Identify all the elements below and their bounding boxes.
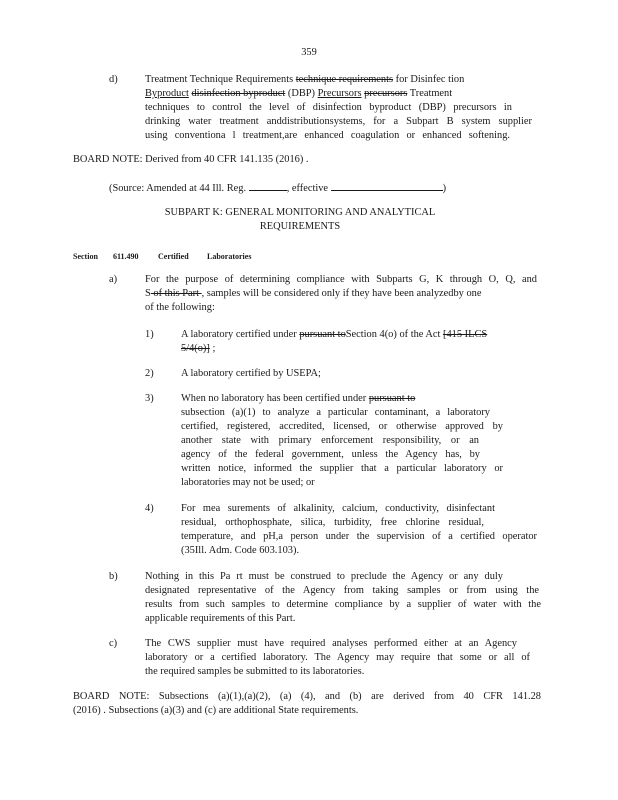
- deleted-text: pursuant to: [299, 329, 346, 340]
- blank-line: [249, 180, 287, 191]
- item-a1-line-1: A laboratory certified under pursuant toSection 4(o) of the Act [415 ILCS: [181, 329, 488, 340]
- deleted-text: [415 ILCS: [443, 329, 488, 340]
- item-a4-line-3: temperature, and pH,a person under the supervision of a certified operator: [181, 531, 537, 542]
- item-d-label: d): [109, 74, 118, 85]
- subpart-heading-line-2: REQUIREMENTS: [259, 221, 341, 232]
- item-a4-label: 4): [145, 503, 154, 514]
- item-a-line-2: S of this Part , samples will be considered only if they have been analyzedby one: [145, 288, 482, 299]
- item-a4-line-2: residual, orthophosphate, silica, turbidity, free chlorine residual,: [181, 517, 484, 528]
- item-a3-line-7: laboratories may not be used; or: [181, 477, 315, 488]
- board-note-1: BOARD NOTE: Derived from 40 CFR 141.135 (2016) .: [73, 154, 309, 165]
- item-a3-line-2: subsection (a)(1) to analyze a particular contaminant, a laboratory: [181, 407, 490, 418]
- board-note-2-line-1: BOARD NOTE: Subsections (a)(1),(a)(2), (a) (4), and (b) are derived from 40 CFR 141.28: [73, 691, 541, 702]
- inserted-text: Precursors: [317, 88, 362, 99]
- item-a1-line-2: 5/4(o)] ;: [181, 343, 216, 354]
- section-label: Section: [73, 252, 98, 261]
- section-title-1: Certified: [158, 252, 189, 261]
- deleted-text: precursors: [364, 88, 408, 99]
- item-a3-line-3: certified, registered, accredited, licensed, or otherwise approved by: [181, 421, 503, 432]
- deleted-text: disinfection byproduct: [191, 88, 286, 99]
- item-a3-line-4: another state with primary enforcement responsibility, or an: [181, 435, 479, 446]
- item-a1-label: 1): [145, 329, 154, 340]
- item-d-line-4: drinking water treatment anddistributionsystems, for a Subpart B system supplier: [145, 116, 532, 127]
- item-d-line-1: Treatment Technique Requirements technique requirements for Disinfec tion: [145, 74, 465, 85]
- item-b-line-1: Nothing in this Pa rt must be construed to preclude the Agency or any duly: [145, 571, 503, 582]
- deleted-text: of this Part: [150, 288, 202, 299]
- item-a3-line-5: agency of the federal government, unless the Agency has, by: [181, 449, 480, 460]
- deleted-text: technique requirements: [295, 74, 394, 85]
- item-a4-line-1: For mea surements of alkalinity, calcium, conductivity, disinfectant: [181, 503, 495, 514]
- item-a4-line-4: (35Ill. Adm. Code 603.103).: [181, 545, 300, 556]
- item-b-label: b): [109, 571, 118, 582]
- item-a3-line-1: When no laboratory has been certified under pursuant to: [181, 393, 416, 404]
- item-a3-label: 3): [145, 393, 154, 404]
- item-b-line-3: results from such samples to determine compliance by a supplier of water with the: [145, 599, 541, 610]
- item-d-line-5: using conventiona l treatment,are enhanced coagulation or enhanced softening.: [145, 130, 510, 141]
- deleted-text: 5/4(o)]: [181, 343, 210, 354]
- deleted-text: pursuant to: [368, 393, 416, 404]
- section-title-2: Laboratories: [207, 252, 252, 261]
- item-a3-line-6: written notice, informed the supplier that a particular laboratory or: [181, 463, 503, 474]
- item-b-line-2: designated representative of the Agency from taking samples or from using the: [145, 585, 539, 596]
- subpart-heading-line-1: SUBPART K: GENERAL MONITORING AND ANALYTICAL: [164, 207, 436, 218]
- item-a-line-1: For the purpose of determining compliance with Subparts G, K through O, Q, and: [145, 274, 537, 285]
- section-number: 611.490: [113, 252, 139, 261]
- item-a2-text: A laboratory certified by USEPA;: [181, 368, 321, 379]
- item-c-label: c): [109, 638, 118, 649]
- item-c-line-2: laboratory or a certified laboratory. The Agency may require that some or all of: [145, 652, 530, 663]
- item-a-line-3: of the following:: [145, 302, 215, 313]
- blank-line: [331, 180, 443, 191]
- inserted-text: Byproduct: [145, 88, 189, 99]
- item-d-line-3: techniques to control the level of disinfection byproduct (DBP) precursors in: [145, 102, 512, 113]
- board-note-2-line-2: (2016) . Subsections (a)(3) and (c) are additional State requirements.: [73, 705, 359, 716]
- page-number: 359: [301, 47, 317, 58]
- item-c-line-3: the required samples be submitted to its laboratories.: [145, 666, 365, 677]
- item-c-line-1: The CWS supplier must have required analyses performed either at an Agency: [145, 638, 517, 649]
- source-note: (Source: Amended at 44 Ill. Reg. , effective ): [109, 180, 529, 196]
- item-a2-label: 2): [145, 368, 154, 379]
- item-d-line-2: Byproduct disinfection byproduct (DBP) Precursors precursors Treatment: [145, 88, 453, 99]
- item-a-label: a): [109, 274, 118, 285]
- item-b-line-4: applicable requirements of this Part.: [145, 613, 296, 624]
